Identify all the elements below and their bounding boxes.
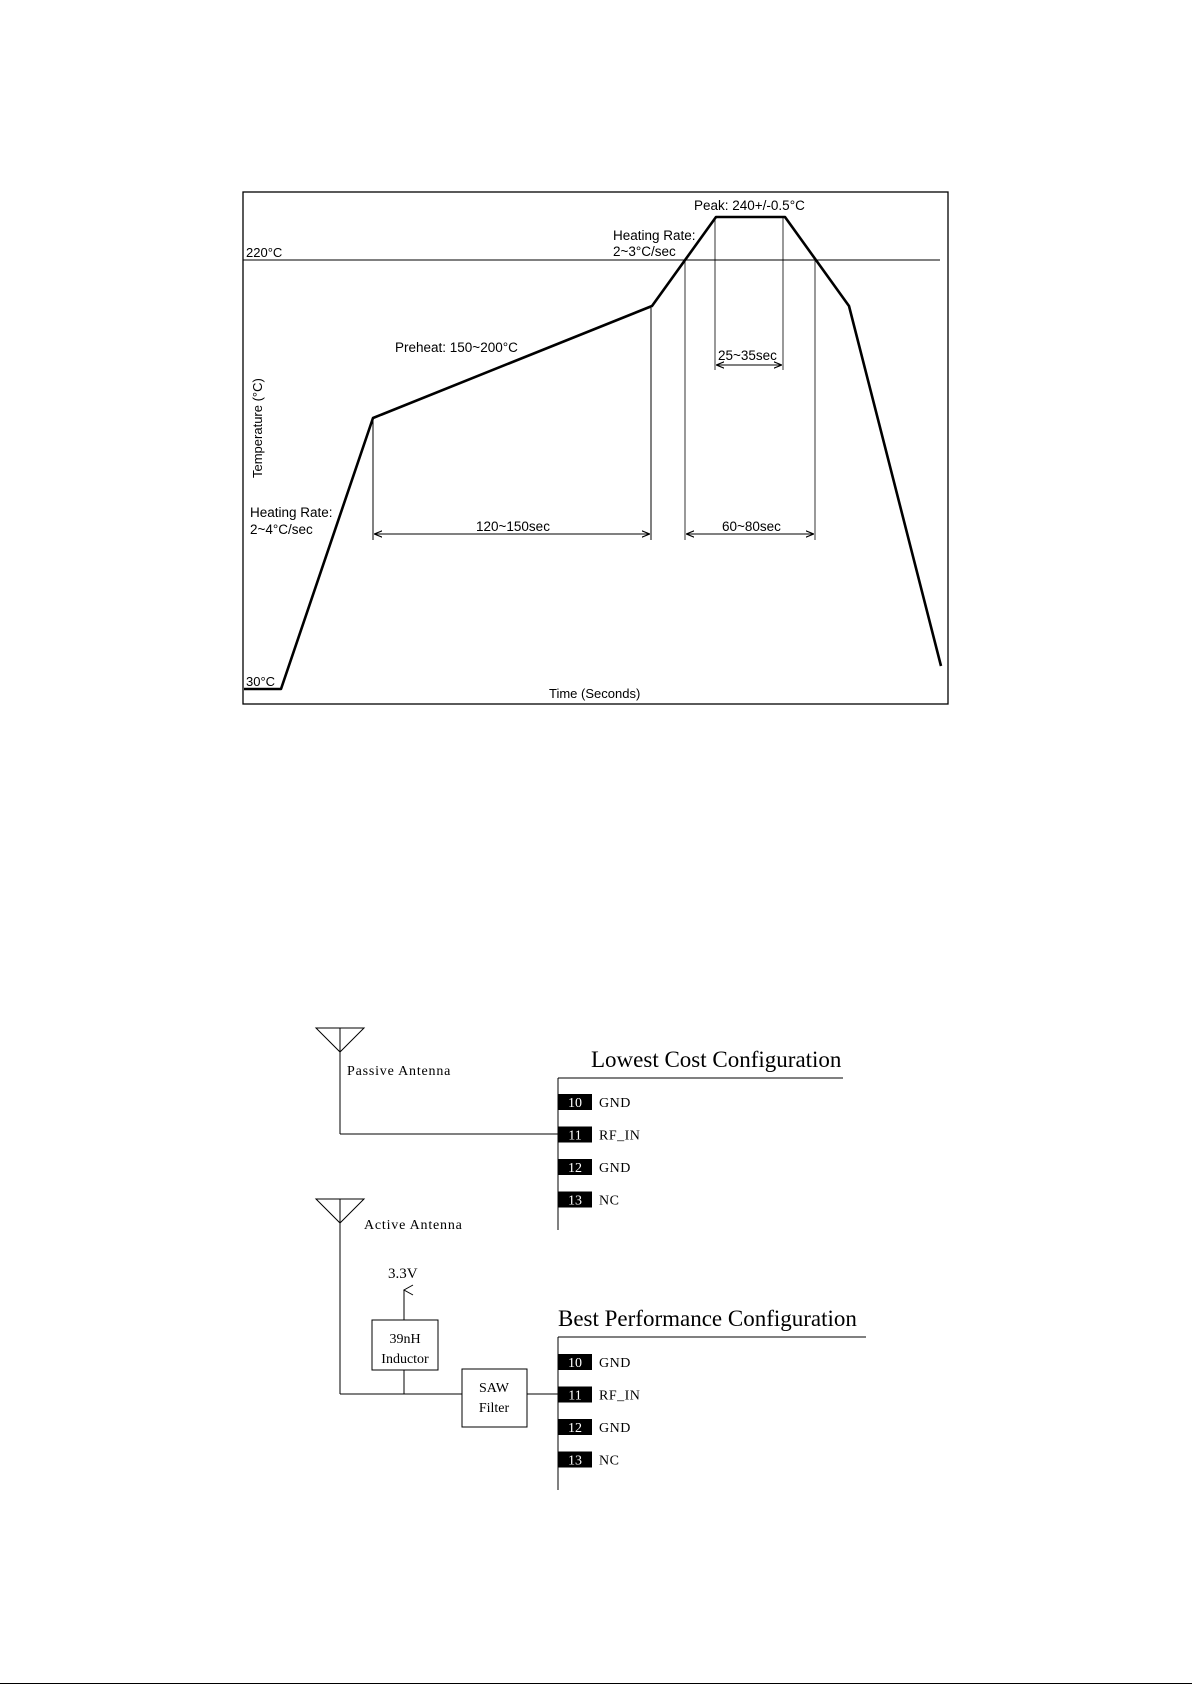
x-axis-label: Time (Seconds) (549, 686, 641, 701)
passive-antenna-label: Passive Antenna (347, 1064, 452, 1079)
antenna-configuration-diagram (0, 1000, 1192, 1520)
peak-label: Peak: 240+/-0.5°C (694, 198, 805, 213)
pin-name: RF_IN (599, 1388, 641, 1404)
peak-duration-label: 25~35sec (718, 348, 777, 363)
pin-name: GND (599, 1356, 631, 1371)
heating-rate-1-line1: Heating Rate: (250, 505, 333, 520)
inductor-label-line2: Inductor (381, 1352, 429, 1367)
pin-number: 13 (568, 1193, 582, 1209)
pin-row (558, 1094, 631, 1111)
pin-row (558, 1159, 631, 1176)
best-performance-title: Best Performance Configuration (558, 1306, 857, 1331)
diagram-frame (243, 192, 948, 704)
y-axis-label: Temperature (°C) (250, 378, 265, 478)
inductor-label-line1: 39nH (389, 1332, 421, 1347)
pin-row (558, 1387, 640, 1404)
pin-name: GND (599, 1421, 631, 1436)
preheat-label: Preheat: 150~200°C (395, 340, 518, 355)
pin-row (558, 1127, 640, 1144)
reflow-profile-diagram (0, 0, 1192, 740)
active-antenna-label: Active Antenna (364, 1218, 463, 1233)
pin-number: 12 (568, 1161, 582, 1176)
page-bottom-rule (0, 1683, 1192, 1684)
best-performance-pin-list (558, 1354, 640, 1469)
lowest-cost-title: Lowest Cost Configuration (591, 1047, 842, 1072)
temperature-profile-curve (244, 217, 941, 689)
pin-row (558, 1192, 619, 1209)
pin-row (558, 1452, 619, 1469)
pin-name: NC (599, 1453, 620, 1469)
pin-row (558, 1354, 631, 1371)
heating-rate-2-line1: Heating Rate: (613, 228, 696, 243)
label-30c: 30°C (246, 674, 276, 689)
heating-rate-1-line2: 2~4°C/sec (250, 522, 313, 537)
pin-name: GND (599, 1096, 631, 1111)
pin-name: NC (599, 1193, 620, 1209)
pin-number: 10 (568, 1356, 582, 1371)
lowest-cost-pin-list (558, 1094, 640, 1209)
label-220c: 220°C (246, 245, 283, 260)
passive-antenna-icon (316, 1028, 364, 1052)
active-antenna-icon (316, 1199, 364, 1223)
saw-filter-box (462, 1369, 527, 1427)
above-220-duration-label: 60~80sec (722, 519, 781, 534)
preheat-duration-label: 120~150sec (476, 519, 550, 534)
saw-filter-label-line2: Filter (478, 1401, 510, 1416)
saw-filter-label-line1: SAW (479, 1381, 509, 1396)
pin-number: 10 (568, 1096, 582, 1111)
pin-number: 11 (568, 1128, 582, 1144)
pin-number: 13 (568, 1453, 582, 1469)
pin-number: 12 (568, 1421, 582, 1436)
pin-row (558, 1419, 631, 1436)
pin-name: RF_IN (599, 1128, 641, 1144)
pin-name: GND (599, 1161, 631, 1176)
pin-number: 11 (568, 1388, 582, 1404)
supply-voltage-label: 3.3V (388, 1266, 418, 1282)
heating-rate-2-line2: 2~3°C/sec (613, 244, 676, 259)
